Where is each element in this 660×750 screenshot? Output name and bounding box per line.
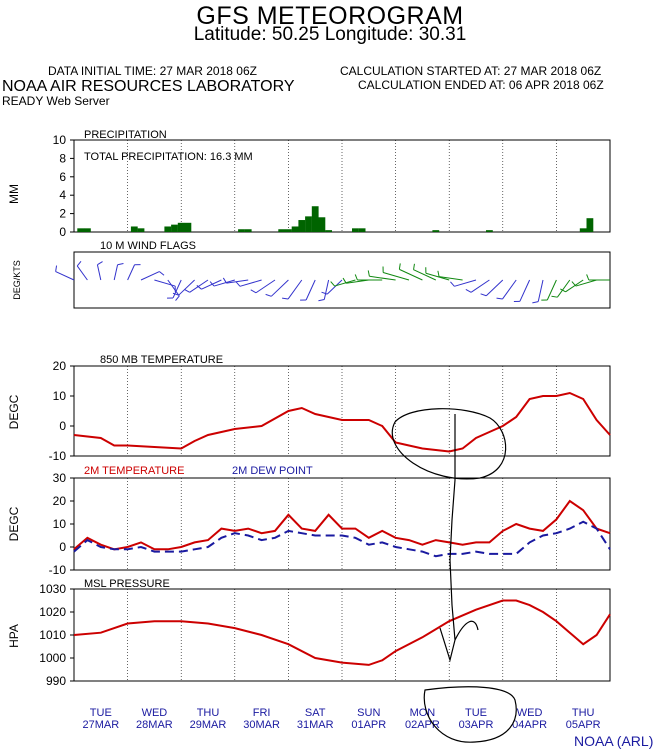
precip-bar <box>352 228 359 232</box>
wind-barb-tick <box>551 296 557 297</box>
calc-started: CALCULATION STARTED AT: 27 MAR 2018 06Z <box>340 64 602 78</box>
x-date-label: 29MAR <box>189 719 227 731</box>
wind-barb-tick <box>236 282 240 287</box>
wind-panel <box>12 240 610 308</box>
y-tick-label: 0 <box>59 419 66 433</box>
wind-barb <box>271 280 288 296</box>
precip-bar <box>84 228 91 232</box>
annotation-ellipse-850 <box>392 409 505 479</box>
msl-ylabel: HPA <box>7 624 21 648</box>
precip-bar <box>138 228 145 232</box>
x-day-label: MON <box>409 707 436 719</box>
y-tick-label: 10 <box>52 389 66 403</box>
x-day-label: TUE <box>465 707 487 719</box>
precip-bar <box>238 229 245 232</box>
wind-barb-tick <box>368 270 369 276</box>
wind-flags <box>56 261 610 303</box>
wind-barb-tick <box>282 298 288 299</box>
x-date-label: 31MAR <box>296 719 334 731</box>
y-tick-label: 1000 <box>39 651 66 665</box>
x-date-label: 27MAR <box>82 719 120 731</box>
wind-barb-tick <box>438 271 439 277</box>
x-day-label: THU <box>571 707 595 719</box>
x-day-label: SUN <box>357 707 381 719</box>
x-axis-days <box>82 707 600 731</box>
wind-barb <box>214 280 235 286</box>
wind-barb <box>369 276 395 280</box>
precip-bar <box>131 226 138 232</box>
x-date-label: 02APR <box>404 719 440 731</box>
wind-barb <box>56 272 74 280</box>
wind-barb-tick <box>159 272 164 276</box>
t850-title: 850 MB TEMPERATURE <box>100 354 224 366</box>
t850-series-line <box>74 393 610 452</box>
t2m-ylabel: DEGC <box>7 506 21 542</box>
wind-barb-tick <box>77 261 81 266</box>
wind-barb-tick <box>587 274 589 280</box>
wind-barb-tick <box>355 274 357 280</box>
wind-barb <box>557 280 569 297</box>
wind-barb <box>114 265 117 280</box>
precip-bar <box>312 206 319 232</box>
y-tick-label: 2 <box>59 206 66 221</box>
precip-bar <box>178 223 185 232</box>
wind-barb <box>520 280 530 301</box>
wind-barb <box>486 280 503 296</box>
wind-barb-tick <box>251 290 256 293</box>
wind-barb-tick <box>399 263 400 269</box>
wind-barb-tick <box>318 300 324 301</box>
precip-bar <box>278 229 285 232</box>
wind-barb-tick <box>414 264 415 270</box>
x-date-label: 01APR <box>351 719 387 731</box>
wind-barb <box>454 280 476 286</box>
x-date-label: 03APR <box>458 719 494 731</box>
x-day-label: SAT <box>304 707 326 719</box>
wind-barb <box>97 265 100 280</box>
wind-barb-tick <box>481 294 487 296</box>
y-tick-label: 1020 <box>39 605 66 619</box>
wind-barb-tick <box>56 266 57 272</box>
lab-name: NOAA AIR RESOURCES LABORATORY <box>2 78 295 95</box>
precip-ylabel: MM <box>7 184 21 204</box>
wind-barb-tick <box>331 282 335 287</box>
precip-panel <box>7 129 610 239</box>
precip-bar <box>245 229 252 232</box>
wind-barb <box>324 280 328 300</box>
precip-bar <box>359 228 366 232</box>
msl-panel <box>7 578 610 688</box>
calc-ended: CALCULATION ENDED AT: 06 APR 2018 06Z <box>358 78 604 92</box>
wind-barb-tick <box>223 278 226 283</box>
precip-bar <box>164 226 171 232</box>
wind-barb-tick <box>450 282 454 287</box>
wind-barb-tick <box>532 302 538 303</box>
precip-bar <box>285 229 292 232</box>
y-tick-label: 990 <box>45 674 66 688</box>
wind-barb-tick <box>184 289 189 292</box>
wind-ylabel: DEG/KTS <box>12 260 22 300</box>
x-date-label: 28MAR <box>136 719 173 731</box>
wind-barb-tick <box>97 262 102 265</box>
wind-barb-tick <box>176 296 180 301</box>
t2m-legend: 2M TEMPERATURE <box>84 465 185 477</box>
precip-bar <box>171 225 178 232</box>
precip-bar <box>319 217 326 232</box>
precip-bar <box>587 218 594 232</box>
wind-barb-tick <box>572 282 576 287</box>
chart-title: GFS METEOROGRAM <box>196 2 464 30</box>
dewpoint-legend: 2M DEW POINT <box>232 465 313 477</box>
y-tick-label: 1030 <box>39 582 66 596</box>
y-tick-label: 0 <box>59 540 66 554</box>
wind-barb <box>471 280 489 292</box>
precip-bar <box>292 226 299 232</box>
y-tick-label: 6 <box>59 169 66 184</box>
initial-time: DATA INITIAL TIME: 27 MAR 2018 06Z <box>48 64 257 78</box>
t2m-panel <box>7 465 610 577</box>
chart-subtitle: Latitude: 50.25 Longitude: 30.31 <box>193 24 467 45</box>
precip-bar <box>486 230 493 232</box>
x-date-label: 04APR <box>512 719 548 731</box>
precip-bar <box>305 216 312 232</box>
wind-barb <box>327 280 342 294</box>
wind-barb-tick <box>497 298 503 299</box>
wind-barb-tick <box>266 294 272 296</box>
footer-credit: NOAA (ARL) <box>574 733 654 749</box>
wind-title: 10 M WIND FLAGS <box>100 240 196 252</box>
wind-barb <box>256 280 275 293</box>
precip-bar <box>325 230 332 232</box>
y-tick-label: 20 <box>52 359 66 373</box>
y-tick-label: 0 <box>59 225 66 239</box>
precip-total: TOTAL PRECIPITATION: 16.3 MM <box>84 151 253 163</box>
wind-barb <box>128 265 135 280</box>
server-name: READY Web Server <box>2 94 110 108</box>
wind-barb <box>141 272 159 280</box>
precip-title: PRECIPITATION <box>84 129 167 141</box>
wind-barb-tick <box>343 278 346 283</box>
t850-ylabel: DEGC <box>7 394 21 430</box>
precip-bar <box>432 230 439 232</box>
y-tick-label: 30 <box>52 471 66 485</box>
t850-panel <box>7 354 610 463</box>
x-date-label: 30MAR <box>243 719 280 731</box>
x-day-label: FRI <box>252 707 271 719</box>
precip-bar <box>580 228 587 232</box>
precip-bar <box>77 228 84 232</box>
wind-barb <box>538 280 543 302</box>
y-tick-label: 10 <box>52 133 66 147</box>
msl-title: MSL PRESSURE <box>84 578 170 590</box>
x-day-label: WED <box>141 707 168 719</box>
wind-barb-tick <box>118 264 124 265</box>
y-tick-label: 8 <box>59 151 66 166</box>
wind-barb <box>288 280 302 299</box>
wind-barb <box>77 266 87 280</box>
y-tick-label: 20 <box>52 494 66 508</box>
wind-barb <box>502 280 516 299</box>
wind-barb-tick <box>466 289 471 292</box>
wind-barb <box>179 280 195 295</box>
x-day-label: TUE <box>89 707 112 719</box>
y-tick-label: 4 <box>59 188 66 203</box>
y-tick-label: -10 <box>48 563 66 577</box>
precip-bar <box>185 223 192 232</box>
y-tick-label: -10 <box>48 449 66 463</box>
x-day-label: WED <box>516 707 543 719</box>
precip-bar <box>298 220 305 232</box>
wind-barb <box>306 280 315 300</box>
x-day-label: THU <box>196 707 220 719</box>
y-tick-label: 10 <box>52 517 66 531</box>
hand-annotation <box>392 409 516 743</box>
y-tick-label: 1010 <box>39 628 66 642</box>
x-date-label: 05APR <box>565 719 601 731</box>
precip-bars <box>77 206 593 232</box>
